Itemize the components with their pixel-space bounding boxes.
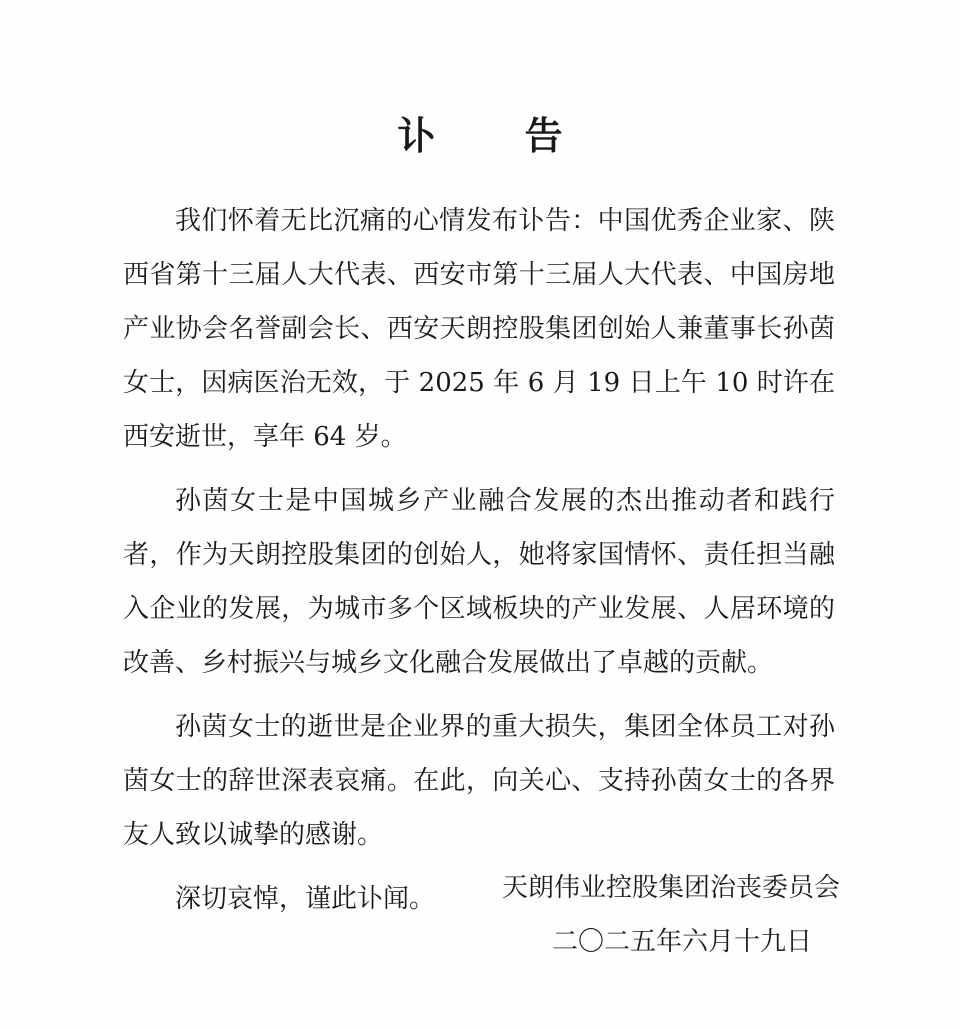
page-title: 讣 告 — [397, 114, 601, 158]
signature-organization: 天朗伟业控股集团治丧委员会 — [502, 873, 841, 903]
paragraph-announcement: 我们怀着无比沉痛的心情发布讣告：中国优秀企业家、陕西省第十三届人大代表、西安市第十三届人大代表、中国房地产业协会名誉副会长、西安天朗控股集团创始人兼董事长孙茵女士，因病医治无效，于 2025 年 6 月 19 日上午 10 时许在西安逝世，享年 64 岁。 — [123, 206, 835, 452]
signature-date: 二〇二五年六月十九日 — [552, 927, 813, 957]
obituary-body — [123, 194, 835, 936]
closing-line: 深切哀悼，谨此讣闻。 — [175, 884, 436, 914]
paragraph-gratitude: 孙茵女士的逝世是企业界的重大损失，集团全体员工对孙茵女士的辞世深表哀痛。在此，向关心、支持孙茵女士的各界友人致以诚挚的感谢。 — [123, 712, 835, 850]
paragraph-contributions: 孙茵女士是中国城乡产业融合发展的杰出推动者和践行者，作为天朗控股集团的创始人，她将家国情怀、责任担当融入企业的发展，为城市多个区域板块的产业发展、人居环境的改善、乡村振兴与城乡文化融合发展做出了卓越的贡献。 — [123, 486, 835, 678]
